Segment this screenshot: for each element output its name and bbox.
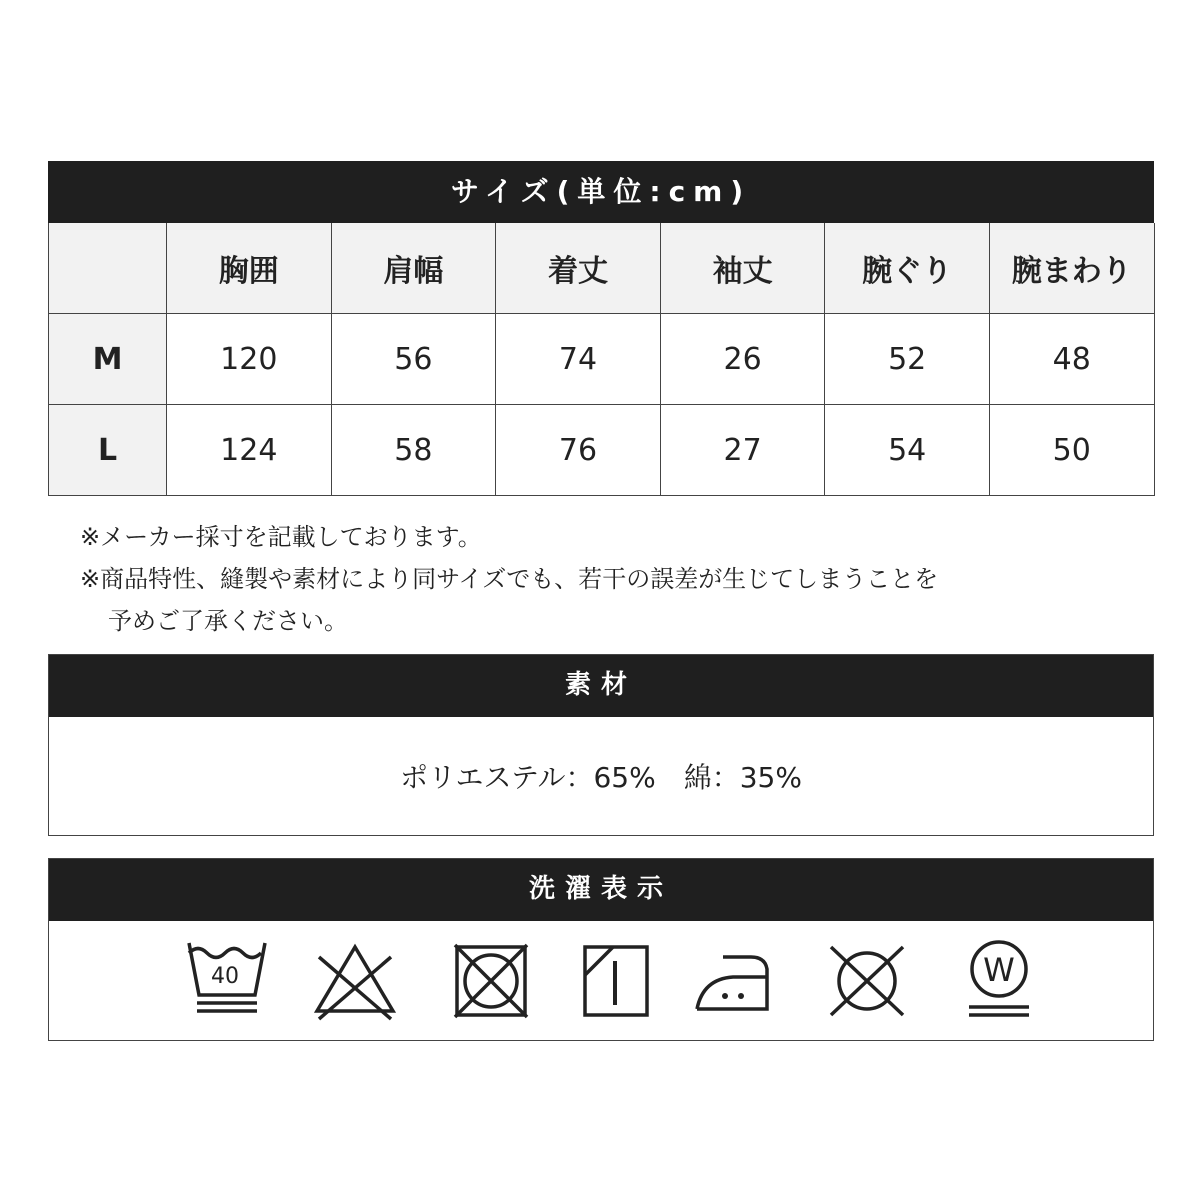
row-header: L: [49, 405, 167, 496]
washing-panel: [48, 858, 1154, 1041]
table-cell: 124: [167, 405, 332, 496]
size-table: [48, 161, 1154, 496]
wash-temp-label: 40: [211, 964, 239, 989]
table-cell: 26: [660, 314, 825, 405]
size-table-title: サイズ(単位:cm): [48, 161, 1154, 223]
table-cell: 50: [989, 405, 1154, 496]
row-header: M: [49, 314, 167, 405]
column-header: 胸囲: [167, 223, 332, 314]
no-bleach-icon: [313, 939, 397, 1023]
washing-title: 洗濯表示: [49, 859, 1153, 921]
column-header: 肩幅: [331, 223, 496, 314]
column-header: 着丈: [496, 223, 661, 314]
header-row: [49, 223, 1155, 314]
material-title: 素材: [49, 655, 1153, 717]
material-text: ポリエステル：65% 綿：35%: [400, 761, 802, 794]
note-line: 予めご了承ください。: [108, 607, 348, 635]
material-panel: [48, 654, 1154, 836]
table-cell: 27: [660, 405, 825, 496]
table-cell: 74: [496, 314, 661, 405]
no-tumble-dry-icon: [449, 939, 533, 1023]
size-grid: [48, 223, 1155, 496]
corner-cell: [49, 223, 167, 314]
table-cell: 58: [331, 405, 496, 496]
wash-40-gentle-icon: [185, 939, 269, 1023]
no-dry-clean-icon: [825, 939, 909, 1023]
note-line: ※メーカー採寸を記載しております。: [80, 523, 482, 551]
table-cell: 56: [331, 314, 496, 405]
table-row: [49, 405, 1155, 496]
wet-clean-gentle-icon: [957, 939, 1041, 1023]
note-line: ※商品特性、縫製や素材により同サイズでも、若干の誤差が生じてしまうことを: [80, 565, 939, 593]
notes: [80, 516, 938, 642]
table-cell: 54: [825, 405, 990, 496]
column-header: 腕ぐり: [825, 223, 990, 314]
table-cell: 76: [496, 405, 661, 496]
column-header: 袖丈: [660, 223, 825, 314]
wet-clean-letter: W: [983, 951, 1015, 989]
table-cell: 120: [167, 314, 332, 405]
table-row: [49, 314, 1155, 405]
table-cell: 52: [825, 314, 990, 405]
shade-line-dry-icon: [575, 939, 659, 1023]
table-cell: 48: [989, 314, 1154, 405]
column-header: 腕まわり: [989, 223, 1154, 314]
care-icons: [49, 921, 1153, 1041]
iron-medium-icon: [693, 939, 777, 1023]
